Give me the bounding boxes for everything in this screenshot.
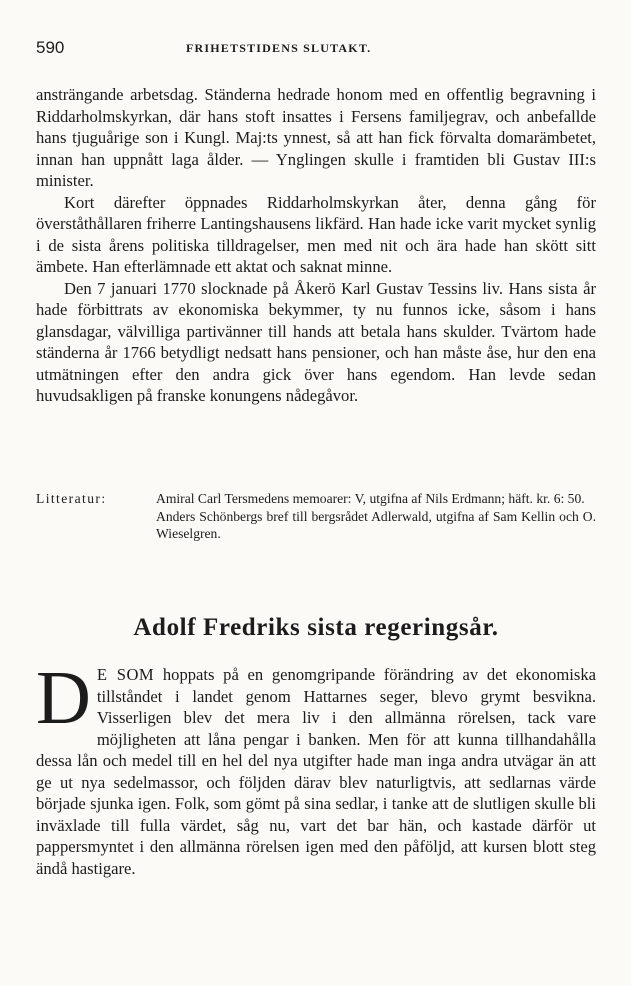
section-lead: E SOM <box>96 665 155 684</box>
literature-references <box>36 490 596 543</box>
literature-entry: Amiral Carl Tersmedens memoarer: V, utgifna af Nils Erdmann; häft. kr. 6: 50. <box>156 491 585 506</box>
literature-entries <box>156 490 596 543</box>
paragraph: Kort därefter öppnades Riddarholmskyrkan åter, denna gång för överståthållaren friherre Lantingshausens likfärd. Han hade icke varit mycket synlig i de sista årens politiska tilldragelser, men med nit och ära hade han skött sitt ämbete. Han efterlämnade ett aktat och saknat minne. <box>36 192 596 276</box>
page-number: 590 <box>36 38 65 57</box>
running-head: FRIHETSTIDENS SLUTAKT. <box>186 41 372 55</box>
drop-cap: D <box>36 656 91 740</box>
literature-label: Litteratur: <box>36 491 107 506</box>
paragraph: Den 7 januari 1770 slocknade på Åkerö Karl Gustav Tessins liv. Hans sista år hade förbittrats av ekonomiska bekymmer, ty nu funnos icke, såsom i hans glansdagar, välvilliga partivänner till hands att betala hans skulder. Tvärtom hade ständerna år 1766 betydligt nedsatt hans pensioner, och han måste åse, hur den ena utmätningen efter den andra gick över hans egendom. Han levde sedan huvudsakligen på franske konungens nådegåvor. <box>36 278 596 405</box>
paragraph: ansträngande arbetsdag. Ständerna hedrade honom med en offentlig begravning i Riddarholmskyrkan, där hans stoft insattes i Fersens familjegrav, och anbefallde hans tjuguårige son i Kungl. Maj:ts ynnest, så att han fick förvalta domarämbetet, innan han uppnått laga ålder. — Ynglingen skulle i framtiden bli Gustav III:s minister. <box>36 85 596 190</box>
section-title: Adolf Fredriks sista regeringsår. <box>133 614 499 641</box>
page-header <box>36 38 595 62</box>
body-text <box>36 84 596 407</box>
section-body: hoppats på en genomgripande förändring av det ekonomiska tillståndet i landet genom Hattarnes seger, blevo grymt besvikna. Visserligen blev det mera liv i den allmänna rörelsen, tack vare möjligheten att låna pengar i banken. Men för att kunna tillhandahålla dessa lån och medel till en hel del nya utgifter hade man inga andra utvägar än att ge ut nya sedelmassor, och följden därav blev naturligtvis, att sedlarnas värde började sjunka igen. Folk, som gömt på sina sedlar, i tanke att de slutligen skulle bli inväxlade till fulla värdet, såg nu, vart det bar hän, och kastade därför ut pappersmyntet i den allmänna rörelsen igen med den påföljd, att kursen blott steg ändå hastigare. <box>36 665 596 878</box>
section-text <box>36 656 596 879</box>
literature-entry: Anders Schönbergs bref till bergsrådet Adlerwald, utgifna af Sam Kellin och O. Wieselgren. <box>156 508 596 541</box>
